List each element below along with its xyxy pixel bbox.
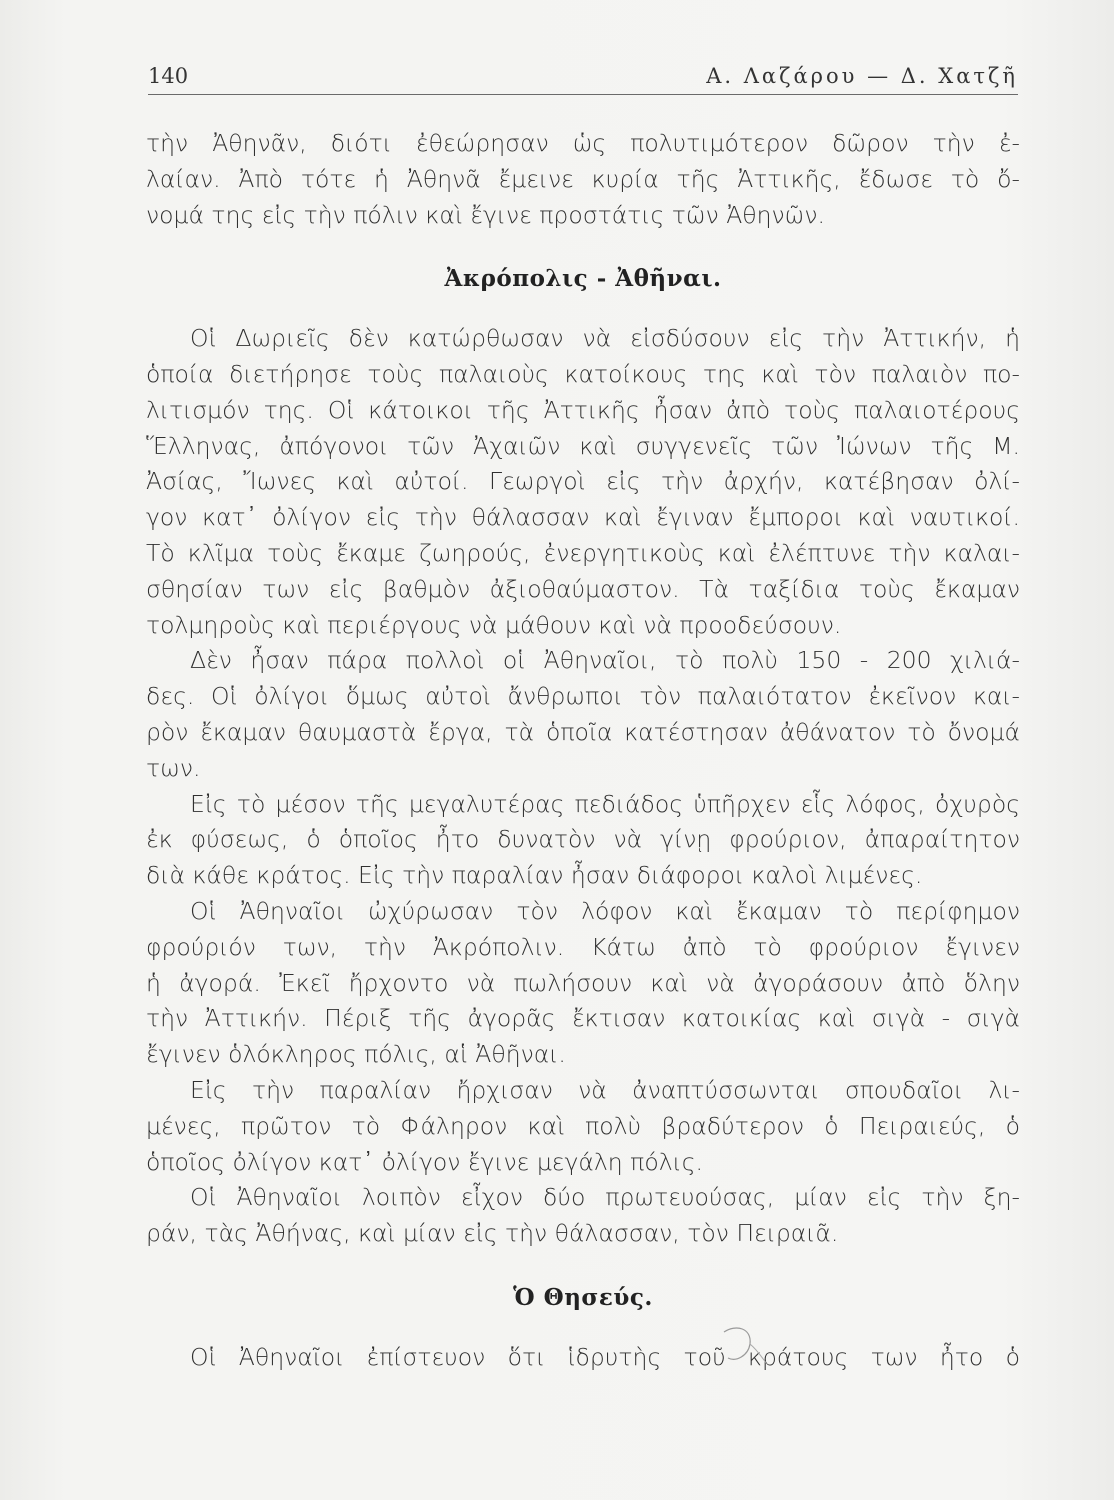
- text-line: Δὲν ἦσαν πάρα πολλοὶ οἱ Ἀθηναῖοι, τὸ πολὺ 150 - 200 χιλιά-: [190, 646, 1020, 675]
- paragraph-harbors: [146, 1073, 1020, 1180]
- text-line: ἐκ φύσεως, ὁ ὁποῖος ἦτο δυνατὸν νὰ γίνῃ φρούριον, ἀπαραίτητον: [146, 825, 1020, 854]
- text-line: Ἀσίας, Ἴωνες καὶ αὐτοί. Γεωργοὶ εἰς τὴν ἀρχήν, κατέβησαν ὀλί-: [146, 467, 1020, 496]
- text-line: ράν, τὰς Ἀθήνας, καὶ μίαν εἰς τὴν θάλασσαν, τὸν Πειραιᾶ.: [146, 1219, 839, 1248]
- text-line: λιτισμόν της. Οἱ κάτοικοι τῆς Ἀττικῆς ἦσαν ἀπὸ τοὺς παλαιοτέρους: [146, 395, 1020, 424]
- text-line: διὰ κάθε κράτος. Εἰς τὴν παραλίαν ἦσαν διάφοροι καλοὶ λιμένες.: [146, 861, 923, 890]
- paragraph-fortress: [146, 894, 1020, 1073]
- text-line: ἔγινεν ὁλόκληρος πόλις, αἱ Ἀθῆναι.: [146, 1040, 566, 1069]
- text-line: τολμηροὺς καὶ περιέργους νὰ μάθουν καὶ νὰ προοδεύσουν.: [146, 610, 842, 639]
- text-line: ὁποία διετήρησε τοὺς παλαιοὺς κατοίκους της καὶ τὸν παλαιὸν πο-: [146, 359, 1020, 388]
- text-line: ρὸν ἔκαμαν θαυμαστὰ ἔργα, τὰ ὁποῖα κατέστησαν ἀθάνατον τὸ ὄνομά: [146, 717, 1020, 746]
- paragraph-population: [146, 643, 1020, 786]
- page-number: 140: [148, 64, 189, 88]
- paragraph-dorians: [146, 321, 1020, 643]
- section-heading-theseus: Ὁ Θησεύς.: [513, 1283, 653, 1311]
- text-line: σθησίαν των εἰς βαθμὸν ἀξιοθαύμαστον. Τὰ ταξίδια τοὺς ἔκαμαν: [146, 574, 1020, 603]
- paragraph-hill: [146, 787, 1020, 894]
- text-line: τὴν Ἀθηνᾶν, διότι ἐθεώρησαν ὡς πολυτιμότερον δῶρον τὴν ἐ-: [146, 129, 1020, 157]
- text-line: των.: [146, 753, 201, 782]
- text-line: Εἰς τὸ μέσον τῆς μεγαλυτέρας πεδιάδος ὑπῆρχεν εἷς λόφος, ὀχυρὸς: [190, 789, 1020, 818]
- page-header: [148, 64, 1018, 95]
- text-line: φρούριόν των, τὴν Ἀκρόπολιν. Κάτω ἀπὸ τὸ φρούριον ἔγινεν: [146, 932, 1020, 961]
- running-head-authors: Α. Λαζάρου — Δ. Χατζῆ: [706, 64, 1018, 88]
- page-body: [146, 126, 1020, 1376]
- section-heading-acropolis: Ἀκρόπολις - Ἀθῆναι.: [444, 265, 722, 293]
- text-line: δες. Οἱ ὀλίγοι ὅμως αὐτοὶ ἄνθρωποι τὸν παλαιότατον ἐκεῖνον και-: [146, 682, 1020, 711]
- text-line: γον κατ᾿ ὀλίγον εἰς τὴν θάλασσαν καὶ ἔγιναν ἔμποροι καὶ ναυτικοί.: [146, 503, 1020, 532]
- text-line: τὴν Ἀττικήν. Πέριξ τῆς ἀγορᾶς ἔκτισαν κατοικίας καὶ σιγὰ - σιγὰ: [146, 1004, 1020, 1033]
- text-line: Οἱ Δωριεῖς δὲν κατώρθωσαν νὰ εἰσδύσουν εἰς τὴν Ἀττικήν, ἡ: [190, 324, 1020, 353]
- text-line: Τὸ κλῖμα τοὺς ἔκαμε ζωηρούς, ἐνεργητικοὺς καὶ ἐλέπτυνε τὴν καλαι-: [146, 538, 1020, 567]
- text-line: Ἕλληνας, ἀπόγονοι τῶν Ἀχαιῶν καὶ συγγενεῖς τῶν Ἰώνων τῆς Μ.: [146, 431, 1020, 460]
- text-line: μένες, πρῶτον τὸ Φάληρον καὶ πολὺ βραδύτερον ὁ Πειραιεύς, ὁ: [146, 1111, 1020, 1140]
- text-line: Οἱ Ἀθηναῖοι λοιπὸν εἶχον δύο πρωτευούσας, μίαν εἰς τὴν ξη-: [190, 1183, 1020, 1212]
- text-line: λαίαν. Ἀπὸ τότε ἡ Ἀθηνᾶ ἔμεινε κυρία τῆς Ἀττικῆς, ἔδωσε τὸ ὄ-: [146, 164, 1020, 193]
- text-line: ἡ ἀγορά. Ἐκεῖ ἤρχοντο νὰ πωλήσουν καὶ νὰ ἀγοράσουν ἀπὸ ὅλην: [146, 968, 1020, 997]
- intro-paragraph: [146, 126, 1020, 233]
- paragraph-capitals: [146, 1180, 1020, 1252]
- text-line: Εἰς τὴν παραλίαν ἤρχισαν νὰ ἀναπτύσσωνται σπουδαῖοι λι-: [190, 1075, 1020, 1104]
- text-line: νομά της εἰς τὴν πόλιν καὶ ἔγινε προστάτις τῶν Ἀθηνῶν.: [146, 200, 825, 229]
- text-line: ὁποῖος ὀλίγον κατ᾿ ὀλίγον ἔγινε μεγάλη πόλις.: [146, 1147, 703, 1176]
- paragraph-founder: [146, 1340, 1020, 1376]
- text-line: Οἱ Ἀθηναῖοι ἐπίστευον ὅτι ἱδρυτὴς τοῦ κράτους των ἦτο ὁ: [190, 1342, 1020, 1371]
- text-line: Οἱ Ἀθηναῖοι ὠχύρωσαν τὸν λόφον καὶ ἔκαμαν τὸ περίφημον: [190, 896, 1020, 925]
